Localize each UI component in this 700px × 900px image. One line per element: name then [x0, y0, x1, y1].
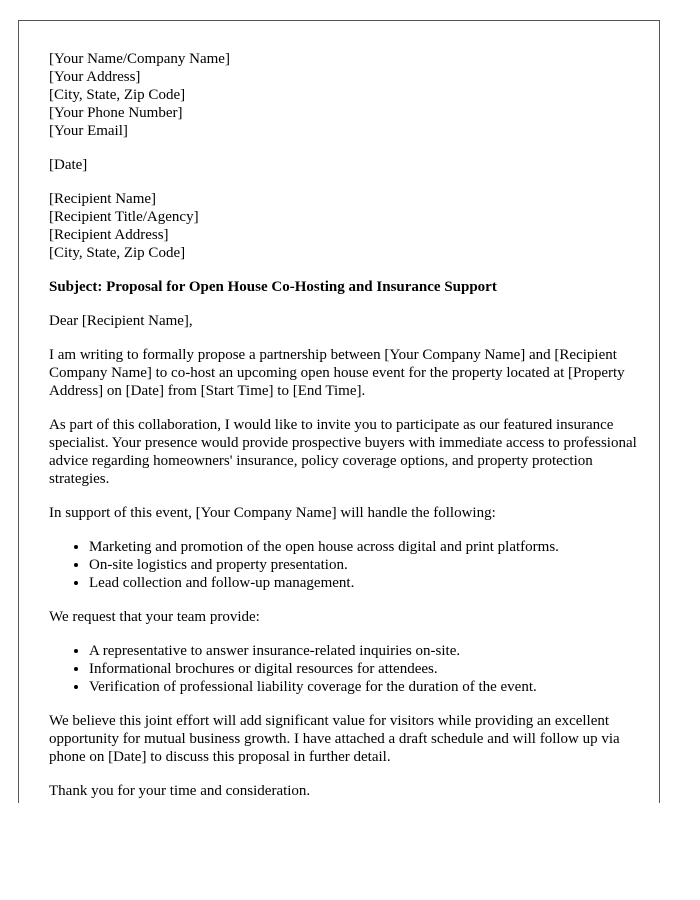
list-item: • A representative to answer insurance-related inquiries on-site.: [89, 642, 639, 660]
list-item: • Lead collection and follow-up management.: [89, 574, 639, 592]
subject-line: Subject: Proposal for Open House Co-Hosting and Insurance Support: [49, 279, 497, 295]
sender-address: [Your Address]: [49, 69, 141, 85]
sender-name: [Your Name/Company Name]: [49, 51, 230, 67]
request-list: [49, 642, 639, 696]
list-item: • Informational brochures or digital resources for attendees.: [89, 660, 639, 678]
intro-paragraph: I am writing to formally propose a partnership between [Your Company Name] and [Recipient Company Name] to co-host an upcoming open house event for the property located at [Property Address] on [Date] from [Start Time] to [End Time].: [49, 347, 625, 399]
letter-date: [Date]: [49, 157, 88, 173]
support-intro-paragraph: In support of this event, [Your Company Name] will handle the following:: [49, 505, 496, 521]
date-block: [49, 156, 639, 174]
request-intro-paragraph: We request that your team provide:: [49, 609, 260, 625]
closing-paragraph: We believe this joint effort will add significant value for visitors while providing an excellent opportunity for mutual business growth. I have attached a draft schedule and will follow up via phone on [Date] to discuss this proposal in further detail.: [49, 713, 620, 765]
recipient-title: [Recipient Title/Agency]: [49, 209, 199, 225]
salutation: Dear [Recipient Name],: [49, 313, 193, 329]
thanks-paragraph: Thank you for your time and consideration.: [49, 783, 311, 799]
letter-content: [49, 50, 639, 803]
letter-page: [18, 20, 660, 803]
recipient-city: [City, State, Zip Code]: [49, 245, 186, 261]
recipient-name: [Recipient Name]: [49, 191, 157, 207]
list-item: • Marketing and promotion of the open house across digital and print platforms.: [89, 538, 639, 556]
support-list: [49, 538, 639, 592]
sender-email: [Your Email]: [49, 123, 128, 139]
recipient-address: [Recipient Address]: [49, 227, 169, 243]
sender-phone: [Your Phone Number]: [49, 105, 183, 121]
collaboration-paragraph: As part of this collaboration, I would like to invite you to participate as our featured insurance specialist. Your presence would provide prospective buyers with immediate access to professional advice regarding homeowners' insurance, policy coverage options, and property protection strategies.: [49, 417, 637, 487]
sender-city: [City, State, Zip Code]: [49, 87, 186, 103]
sender-block: [49, 50, 639, 140]
list-item: • Verification of professional liability coverage for the duration of the event.: [89, 678, 639, 696]
recipient-block: [49, 190, 639, 262]
list-item: • On-site logistics and property presentation.: [89, 556, 639, 574]
